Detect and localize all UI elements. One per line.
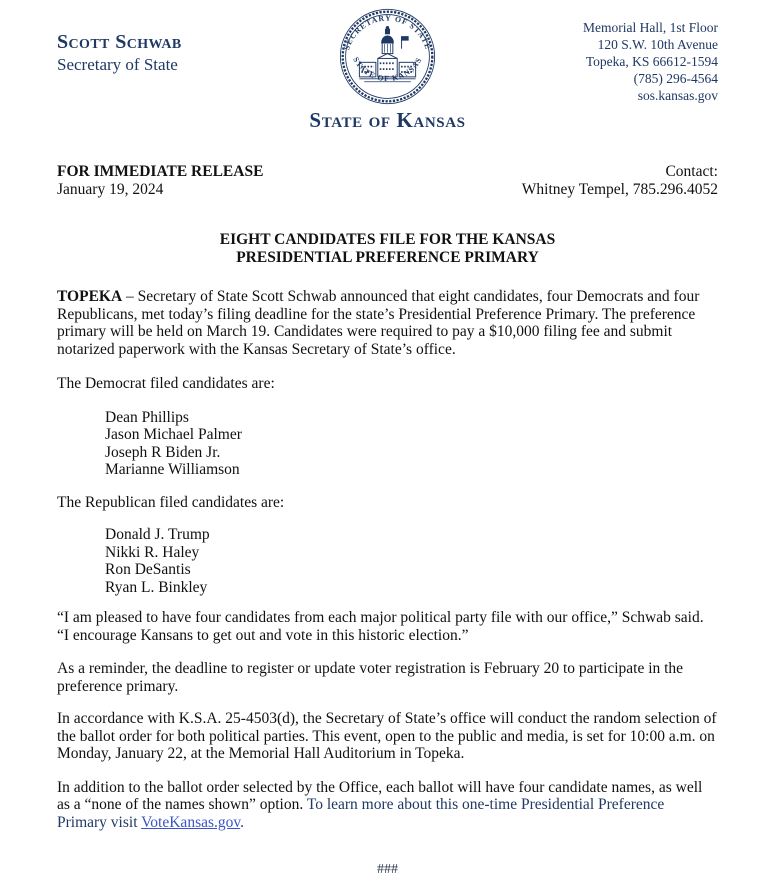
republican-candidate-list xyxy=(57,526,718,596)
end-mark: ### xyxy=(377,862,398,877)
democrat-list-intro: The Democrat filed candidates are: xyxy=(57,375,275,392)
headline xyxy=(0,231,775,267)
final-paragraph xyxy=(57,779,718,832)
address-line: Memorial Hall, 1st Floor xyxy=(583,20,718,35)
dateline: TOPEKA xyxy=(57,288,123,305)
final-paragraph-navy-text: To learn more about this one-time Presidential Preference Primary visit xyxy=(57,796,665,831)
quote-paragraph: “I am pleased to have four candidates from each major political party file with our office,” Schwab said. “I encourage Kansans to get out and vote in this historic election.” xyxy=(57,609,704,644)
kansas-secretary-seal-icon xyxy=(339,8,436,105)
headline-line-1: EIGHT CANDIDATES FILE FOR THE KANSAS xyxy=(219,231,556,248)
democrat-candidate-list xyxy=(57,409,718,479)
release-date: January 19, 2024 xyxy=(57,181,164,198)
address-line: (785) 296-4564 xyxy=(633,71,718,86)
votekansas-link[interactable]: VoteKansas.gov xyxy=(141,813,241,831)
seal-bottom-text: STATE OF KANSAS xyxy=(351,55,424,84)
officer-name: Scott Schwab xyxy=(57,31,182,53)
list-item: Ryan L. Binkley xyxy=(105,578,208,596)
final-paragraph-period: . xyxy=(240,813,245,831)
list-item: Dean Phillips xyxy=(105,408,189,426)
republican-list-intro: The Republican filed candidates are: xyxy=(57,493,285,511)
body-content xyxy=(57,288,718,879)
officer-title: Secretary of State xyxy=(57,55,178,74)
list-item: Donald J. Trump xyxy=(105,526,210,543)
contact-block xyxy=(522,163,718,199)
final-paragraph-text: In addition to the ballot order selected by the Office, each ballot will have four candidate names, as well as a “none of the names shown” option. xyxy=(57,778,703,813)
paragraph-lead xyxy=(57,288,718,358)
list-item: Joseph R Biden Jr. xyxy=(105,443,221,461)
ksa-paragraph: In accordance with K.S.A. 25-4503(d), the Secretary of State’s office will conduct the random selection of the ballot order for both political parties. This event, open to the public and media, is set for 10:00 a.m. on Monday, January 22, at the Memorial Hall Auditorium in Topeka. xyxy=(57,710,717,762)
list-item: Ron DeSantis xyxy=(105,561,191,578)
headline-line-2: PRESIDENTIAL PREFERENCE PRIMARY xyxy=(236,249,539,266)
reminder-paragraph: As a reminder, the deadline to register or update voter registration is February 20 to participate in the preference primary. xyxy=(57,660,684,695)
seal-top-text: SECRETARY OF STATE xyxy=(342,13,433,52)
paragraph-lead-text: – Secretary of State Scott Schwab announced that eight candidates, four Democrats and four Republicans, met today’s filing deadline for the state’s Presidential Preference Primary. The preference primary will be held on March 19. Candidates were required to pay a $10,000 filing fee and submit notarized paperwork with the Kansas Secretary of State’s office. xyxy=(57,288,700,358)
state-of-kansas-title: State of Kansas xyxy=(309,108,466,132)
release-left xyxy=(57,163,263,199)
address-block xyxy=(583,19,718,104)
list-item: Marianne Williamson xyxy=(105,461,240,478)
release-row xyxy=(57,163,718,199)
letterhead xyxy=(0,0,775,140)
list-item: Nikki R. Haley xyxy=(105,543,200,561)
address-line: sos.kansas.gov xyxy=(637,88,718,103)
list-item: Jason Michael Palmer xyxy=(105,426,242,443)
release-label: FOR IMMEDIATE RELEASE xyxy=(57,163,264,180)
address-line: Topeka, KS 66612-1594 xyxy=(585,54,718,69)
address-line: 120 S.W. 10th Avenue xyxy=(597,37,718,52)
contact-label: Contact: xyxy=(665,163,718,180)
contact-value: Whitney Tempel, 785.296.4052 xyxy=(521,181,718,198)
